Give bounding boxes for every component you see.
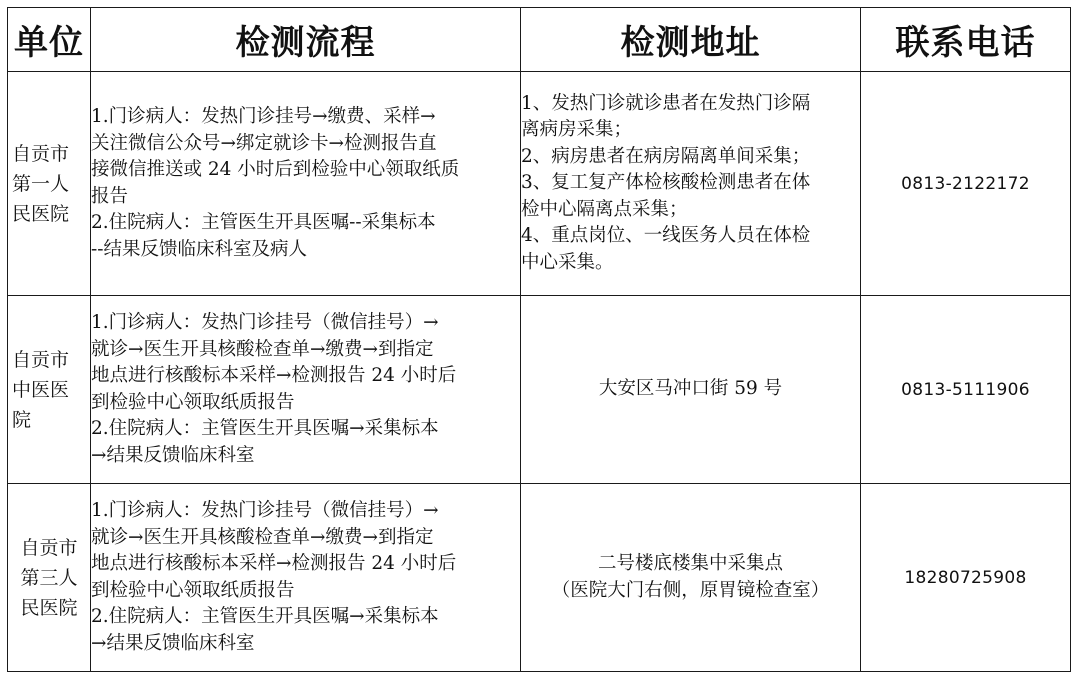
address-line: 大安区马冲口街 59 号 xyxy=(598,378,783,400)
unit-cell xyxy=(8,72,91,296)
address-cell xyxy=(521,296,861,484)
unit-line: 第三人 xyxy=(20,566,78,589)
phone-cell: 0813-2122172 xyxy=(861,72,1071,296)
address-line: 2、病房患者在病房隔离单间采集； xyxy=(521,145,811,167)
address-line: 1、发热门诊就诊患者在发热门诊隔 xyxy=(521,92,811,114)
process-cell xyxy=(91,296,521,484)
table-row xyxy=(8,72,1071,296)
unit-line: 中医医 xyxy=(12,378,70,401)
address-line: 4、重点岗位、一线医务人员在体检 xyxy=(521,225,811,247)
unit-line: 第一人 xyxy=(12,172,70,195)
address-line: 离病房采集； xyxy=(521,119,633,141)
address-line: 检中心隔离点采集； xyxy=(521,198,688,220)
process-line: 2.住院病人：主管医生开具医嘱--采集标本 xyxy=(91,212,436,233)
process-cell xyxy=(91,72,521,296)
process-line: 地点进行核酸标本采样→检测报告 24 小时后 xyxy=(91,553,457,574)
process-line: 接微信推送或 24 小时后到检验中心领取纸质 xyxy=(91,159,460,180)
unit-line: 自贡市 xyxy=(12,348,70,371)
process-line: 就诊→医生开具核酸检查单→缴费→到指定 xyxy=(91,338,434,360)
unit-line: 自贡市 xyxy=(12,142,70,165)
header-address: 检测地址 xyxy=(521,8,861,72)
phone-cell: 0813-5111906 xyxy=(861,296,1071,484)
unit-cell xyxy=(8,296,91,484)
address-cell xyxy=(521,484,861,672)
header-phone: 联系电话 xyxy=(861,8,1071,72)
testing-sites-table xyxy=(7,7,1071,672)
process-line: 报告 xyxy=(91,185,129,207)
address-line: 中心采集。 xyxy=(521,251,614,273)
unit-line: 民医院 xyxy=(12,202,70,225)
address-cell xyxy=(521,72,861,296)
process-line: 1.门诊病人：发热门诊挂号→缴费、采样→ xyxy=(91,106,436,127)
process-line: →结果反馈临床科室 xyxy=(91,444,255,466)
address-line: 3、复工复产体检核酸检测患者在体 xyxy=(521,172,811,194)
process-line: →结果反馈临床科室 xyxy=(91,632,255,654)
process-line: 2.住院病人：主管医生开具医嘱→采集标本 xyxy=(91,418,439,439)
header-process: 检测流程 xyxy=(91,8,521,72)
table-row xyxy=(8,296,1071,484)
address-line: （医院大门右侧，原胃镜检查室） xyxy=(551,579,830,601)
process-line: 就诊→医生开具核酸检查单→缴费→到指定 xyxy=(91,526,434,548)
process-line: 1.门诊病人：发热门诊挂号（微信挂号）→ xyxy=(91,312,439,333)
header-row xyxy=(8,8,1071,72)
address-line: 二号楼底楼集中采集点 xyxy=(597,553,783,574)
process-line: --结果反馈临床科室及病人 xyxy=(91,238,308,260)
unit-line: 院 xyxy=(12,408,32,431)
header-unit: 单位 xyxy=(8,8,91,72)
phone-cell: 18280725908 xyxy=(861,484,1071,672)
unit-line: 自贡市 xyxy=(20,536,78,559)
unit-cell xyxy=(8,484,91,672)
process-cell xyxy=(91,484,521,672)
process-line: 到检验中心领取纸质报告 xyxy=(91,579,295,601)
process-line: 地点进行核酸标本采样→检测报告 24 小时后 xyxy=(91,365,457,386)
process-line: 到检验中心领取纸质报告 xyxy=(91,391,295,413)
process-line: 1.门诊病人：发热门诊挂号（微信挂号）→ xyxy=(91,500,439,521)
process-line: 关注微信公众号→绑定就诊卡→检测报告直 xyxy=(91,132,437,154)
unit-line: 民医院 xyxy=(20,596,78,619)
process-line: 2.住院病人：主管医生开具医嘱→采集标本 xyxy=(91,606,439,627)
table-row xyxy=(8,484,1071,672)
